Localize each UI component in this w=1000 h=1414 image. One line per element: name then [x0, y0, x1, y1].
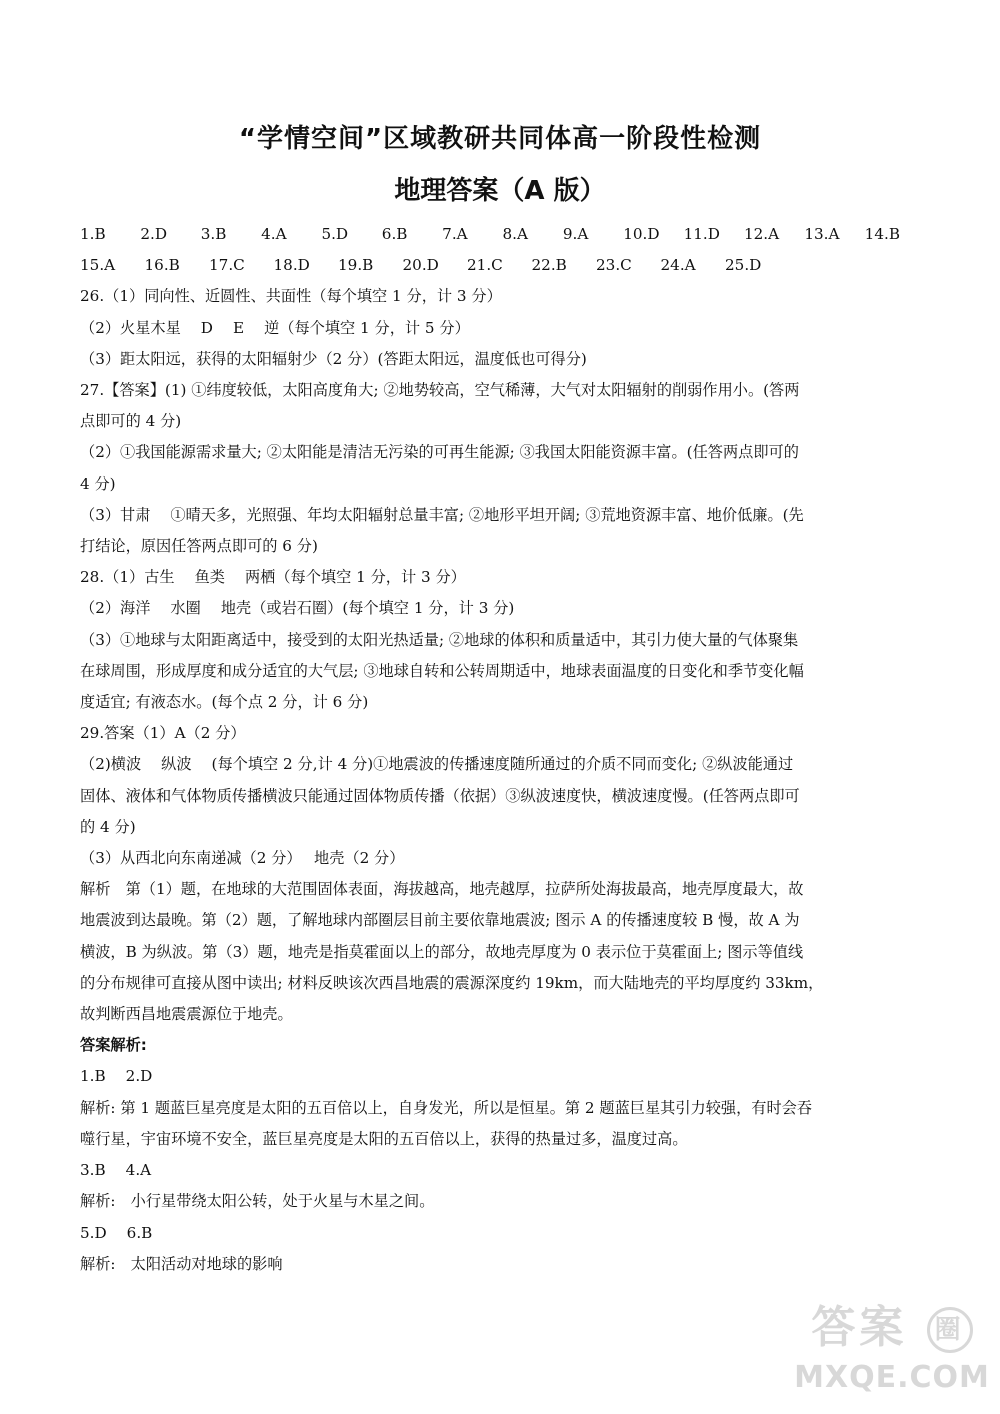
answer-item: 7.A — [442, 225, 468, 243]
text-line: 解析 第（1）题，在地球的大范围固体表面，海拔越高，地壳越厚，拉萨所处海拔最高，地壳厚度最大，故 — [80, 880, 804, 899]
text-line: 29.答案（1）A（2 分） — [80, 724, 246, 743]
text-line: 横波，B 为纵波。第（3）题，地壳是指莫霍面以上的部分，故地壳厚度为 0 表示位于莫霍面上; 图示等值线 — [80, 942, 804, 961]
answer-row-1 — [80, 219, 925, 250]
answer-item: 8.A — [502, 225, 528, 243]
text-line: （2）①我国能源需求量大; ②太阳能是清洁无污染的可再生能源; ③我国太阳能资源丰富。(任答两点即可的 — [80, 443, 799, 462]
answer-item: 6.B — [381, 225, 408, 243]
text-line: 解析: 第 1 题蓝巨星亮度是太阳的五百倍以上，自身发光，所以是恒星。第 2 题蓝巨星其引力较强，有时会吞 — [80, 1098, 813, 1117]
answer-item: 18.D — [273, 256, 310, 275]
answer-item: 13.A — [804, 225, 840, 243]
text-line: 解析: 太阳活动对地球的影响 — [80, 1254, 283, 1273]
answer-item: 9.A — [562, 225, 589, 243]
watermark-badge: 圈 — [927, 1307, 973, 1353]
answer-item: 5.D — [321, 225, 349, 243]
answer-item: 15.A — [80, 256, 116, 275]
answer-item: 19.B — [338, 256, 374, 275]
text-line: （2）火星木星 D E 逆（每个填空 1 分，计 5 分） — [80, 318, 470, 337]
text-line: 点即可的 4 分) — [80, 412, 182, 431]
answer-item: 1.B — [80, 225, 106, 243]
watermark-url: MXQE.COM — [794, 1360, 990, 1395]
answer-item: 12.A — [743, 225, 780, 243]
answer-item: 14.B — [864, 225, 900, 243]
answer-row-2 — [80, 250, 925, 281]
text-line: 度适宜; 有液态水。(每个点 2 分，计 6 分) — [80, 693, 369, 712]
document-subtitle: 地理答案（A 版） — [394, 176, 606, 206]
text-line: （2)横波 纵波 (每个填空 2 分,计 4 分)①地震波的传播速度随所通过的介质不同而变化; ②纵波能通过 — [80, 755, 794, 774]
text-line: 1.B 2.D — [80, 1067, 153, 1086]
watermark-top — [792, 1298, 992, 1358]
text-line: 的分布规律可直接从图中读出; 材料反映该次西昌地震的震源深度约 19km，而大陆地壳的平均厚度约 33km， — [80, 973, 824, 992]
text-line: （3）从西北向东南递减（2 分） 地壳（2 分） — [80, 849, 405, 868]
answer-item: 10.D — [623, 225, 660, 243]
text-line: 在球周围，形成厚度和成分适宜的大气层; ③地球自转和公转周期适中，地球表面温度的日变化和季节变化幅 — [80, 661, 804, 680]
answer-item: 23.C — [596, 256, 632, 275]
text-line: 解析: 小行星带绕太阳公转，处于火星与木星之间。 — [80, 1192, 435, 1211]
document-title: “学情空间”区域教研共同体高一阶段性检测 — [238, 124, 762, 154]
text-line: （2）海洋 水圈 地壳（或岩石圈）(每个填空 1 分，计 3 分) — [80, 599, 515, 618]
text-line: 28.（1）古生 鱼类 两栖（每个填空 1 分，计 3 分） — [80, 568, 466, 587]
text-line: （3）①地球与太阳距离适中，接受到的太阳光热适量; ②地球的体积和质量适中，其引力使大量的气体聚集 — [80, 630, 799, 649]
answer-item: 4.A — [261, 225, 287, 243]
text-line: 3.B 4.A — [80, 1161, 152, 1180]
text-line: （3）距太阳远，获得的太阳辐射少（2 分）(答距太阳远，温度低也可得分) — [80, 349, 587, 368]
text-line: 4 分) — [80, 474, 116, 493]
section-heading: 答案解析: — [80, 1036, 147, 1055]
answer-item: 21.C — [467, 256, 503, 275]
answer-item: 3.B — [200, 225, 227, 243]
text-line: 固体、液体和气体物质传播横波只能通过固体物质传播（依据）③纵波速度快，横波速度慢。(任答两点即可 — [80, 786, 800, 805]
answer-item: 25.D — [725, 256, 762, 275]
answer-item: 16.B — [144, 256, 180, 275]
text-line: （3）甘肃 ①晴天多，光照强、年均太阳辐射总量丰富; ②地形平坦开阔; ③荒地资源丰富、地价低廉。(先 — [80, 505, 804, 524]
watermark-text: 答案 — [811, 1302, 908, 1353]
watermark-logo — [792, 1298, 992, 1408]
text-line: 26.（1）同向性、近圆性、共面性（每个填空 1 分，计 3 分） — [80, 287, 502, 306]
answer-item: 17.C — [209, 256, 245, 275]
answer-item: 11.D — [683, 225, 720, 243]
answer-item: 20.D — [402, 256, 439, 275]
text-line: 打结论，原因任答两点即可的 6 分) — [80, 537, 318, 556]
answer-item: 22.B — [531, 256, 567, 275]
text-line: 的 4 分) — [80, 817, 136, 836]
text-line: 5.D 6.B — [80, 1223, 153, 1242]
text-line: 地震波到达最晚。第（2）题，了解地球内部圈层目前主要依靠地震波; 图示 A 的传播速度较 B 慢，故 A 为 — [80, 911, 800, 930]
answer-content — [80, 219, 925, 1280]
answer-item: 24.A — [660, 256, 696, 275]
text-line: 故判断西昌地震震源位于地壳。 — [80, 1005, 293, 1024]
text-line: 噬行星，宇宙环境不安全，蓝巨星亮度是太阳的五百倍以上，获得的热量过多，温度过高。 — [80, 1129, 688, 1148]
answer-item: 2.D — [140, 225, 168, 243]
text-line: 27.【答案】(1) ①纬度较低，太阳高度角大; ②地势较高，空气稀薄，大气对太阳辐射的削弱作用小。(答两 — [80, 381, 800, 400]
